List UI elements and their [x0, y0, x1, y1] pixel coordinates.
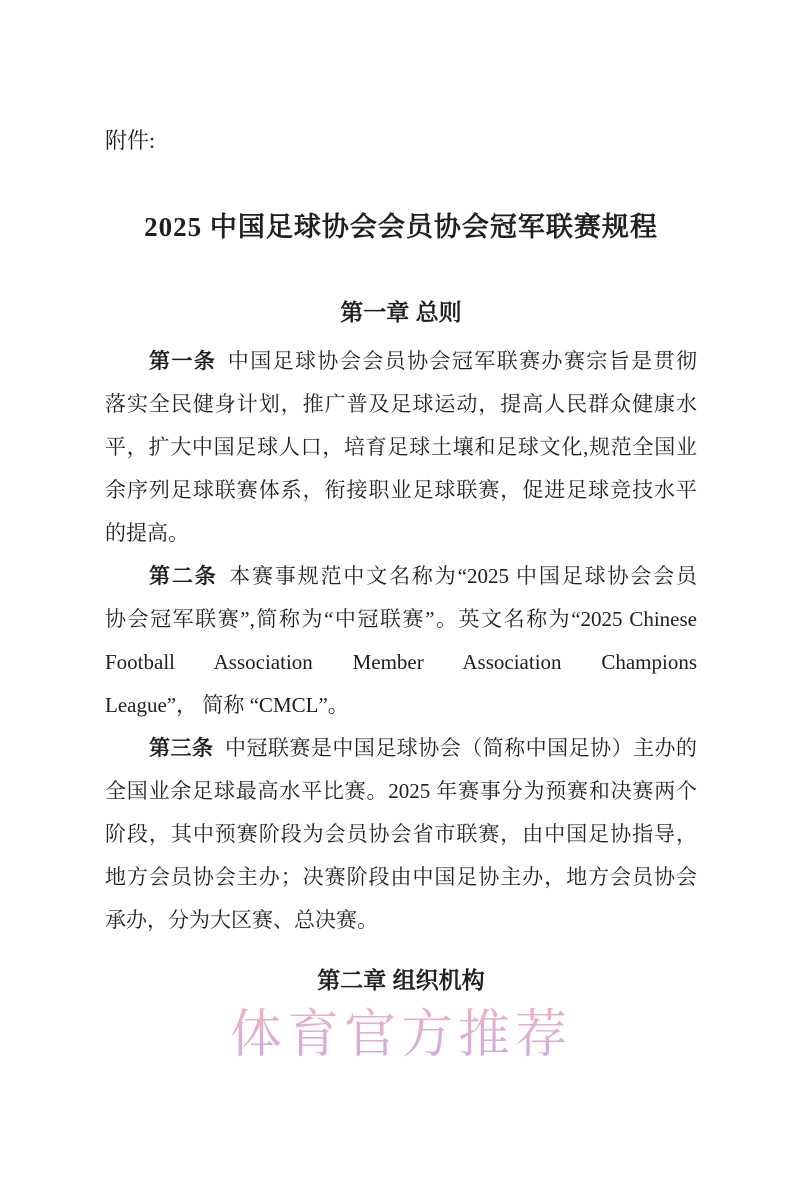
article-line: 平，扩大中国足球人口，培育足球土壤和足球文化,规范全国业	[105, 435, 697, 459]
attachment-label: 附件:	[105, 128, 156, 153]
document-page	[0, 126, 800, 1204]
article-text: 中冠联赛是中国足球协会（简称中国足协）主办的	[224, 736, 697, 760]
article-line: 协会冠军联赛”,简称为“中冠联赛”。英文名称为“2025 Chinese	[105, 607, 697, 631]
article-line: 全国业余足球最高水平比赛。2025 年赛事分为预赛和决赛两个	[105, 779, 697, 803]
article-3-paragraph	[105, 727, 697, 942]
article-line: Football Association Member Association Champions	[105, 650, 697, 674]
article-line	[105, 555, 697, 598]
article-line: 承办，分为大区赛、总决赛。	[105, 908, 378, 932]
document-body	[105, 340, 697, 942]
article-line: 的提高。	[105, 521, 189, 545]
document-title: 2025 中国足球协会会员协会冠军联赛规程	[144, 212, 658, 242]
article-line: 落实全民健身计划，推广普及足球运动，提高人民群众健康水	[105, 392, 697, 416]
article-1-number: 第一条	[149, 349, 217, 373]
article-2-number: 第二条	[149, 564, 218, 588]
article-2-paragraph	[105, 555, 697, 727]
article-text: 中国足球协会会员协会冠军联赛办赛宗旨是贯彻	[227, 349, 697, 373]
article-line: League”， 简称 “CMCL”。	[105, 693, 349, 717]
chapter-2-heading: 第二章 组织机构	[317, 967, 485, 993]
article-line: 余序列足球联赛体系，衔接职业足球联赛，促进足球竞技水平	[105, 478, 697, 502]
article-text: 本赛事规范中文名称为“2025 中国足球协会会员	[229, 564, 697, 588]
article-3-number: 第三条	[149, 736, 214, 760]
article-line	[105, 340, 697, 383]
article-1-paragraph	[105, 340, 697, 555]
article-line: 地方会员协会主办；决赛阶段由中国足协主办，地方会员协会	[105, 865, 697, 889]
chapter-1-heading: 第一章 总则	[340, 299, 462, 325]
article-line: 阶段，其中预赛阶段为会员协会省市联赛，由中国足协指导，	[105, 822, 697, 846]
watermark-text: 体育官方推荐	[105, 1002, 697, 1070]
article-line	[105, 727, 697, 770]
